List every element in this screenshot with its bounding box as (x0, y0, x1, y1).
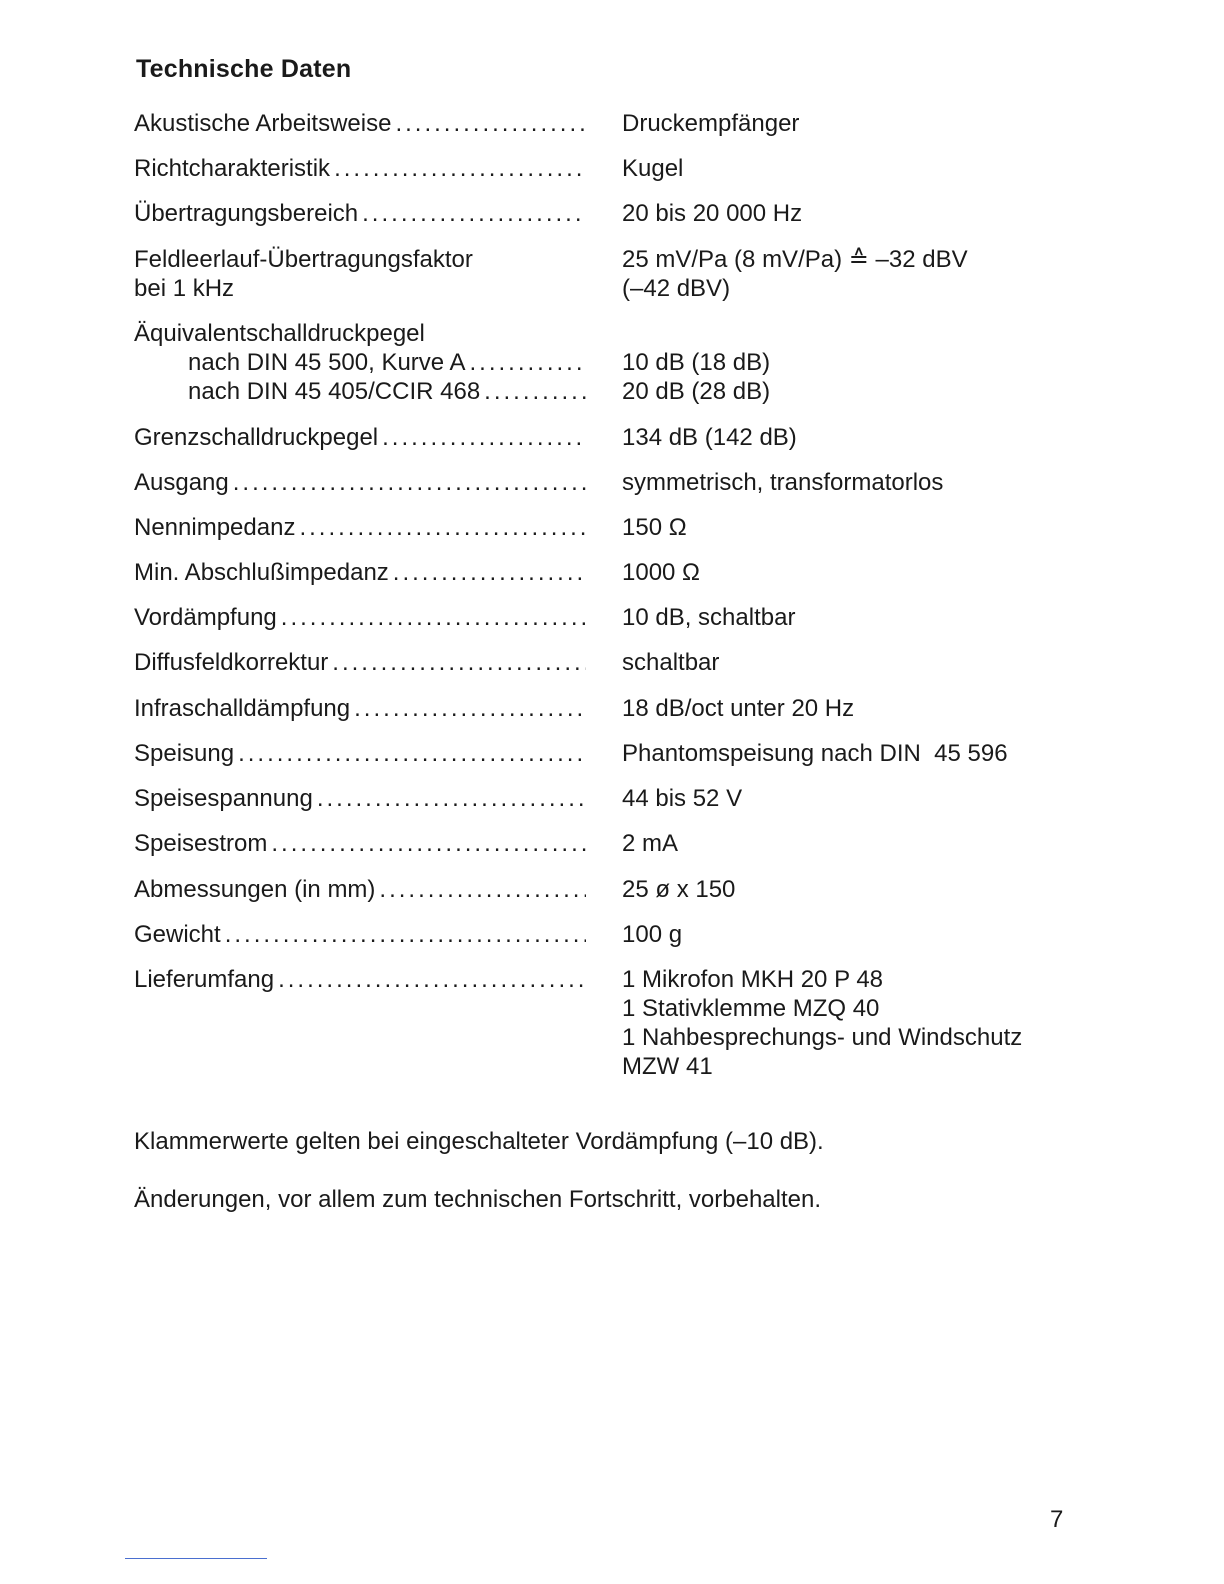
spec-label: Akustische Arbeitsweise (134, 110, 392, 137)
spec-label-line2: bei 1 kHz (134, 275, 235, 302)
spec-value-line2: (–42 dBV) (622, 275, 731, 302)
spec-value: 25 ø x 150 (622, 876, 736, 903)
spec-label: Nennimpedanz (134, 514, 296, 541)
bottom-rule (125, 1558, 267, 1559)
spec-value: symmetrisch, transformatorlos (622, 469, 944, 496)
footnote-aenderungen: Änderungen, vor allem zum technischen Fortschritt, vorbehalten. (134, 1186, 822, 1213)
spec-label: Gewicht (134, 921, 221, 948)
spec-label: Grenzschalldruckpegel (134, 424, 379, 451)
spec-value: schaltbar (622, 649, 720, 676)
spec-value: 150 Ω (622, 514, 687, 541)
spec-value-item: 1 Mikrofon MKH 20 P 48 (622, 966, 884, 993)
spec-sublabel: nach DIN 45 500, Kurve A (188, 349, 466, 376)
spec-value: 100 g (622, 921, 683, 948)
page-number: 7 (1050, 1506, 1064, 1533)
spec-value-item: 1 Stativklemme MZQ 40 (622, 995, 880, 1022)
dot-leader (332, 648, 586, 677)
dot-leader (393, 558, 586, 587)
spec-value: 44 bis 52 V (622, 785, 743, 812)
footnote-klammerwerte: Klammerwerte gelten bei eingeschalteter Vordämpfung (–10 dB). (134, 1128, 824, 1155)
page-title: Technische Daten (136, 55, 352, 83)
dot-leader (470, 348, 587, 377)
spec-label: Min. Abschlußimpedanz (134, 559, 389, 586)
dot-leader (281, 603, 586, 632)
dot-leader (271, 829, 586, 858)
spec-label: Richtcharakteristik (134, 155, 331, 182)
dot-leader (278, 965, 586, 994)
spec-label: Abmessungen (in mm) (134, 876, 376, 903)
spec-value: 25 mV/Pa (8 mV/Pa) ≙ –32 dBV (622, 246, 968, 273)
spec-value-item: 1 Nahbesprechungs- und Windschutz (622, 1024, 1023, 1051)
spec-label: Vordämpfung (134, 604, 277, 631)
spec-label: Lieferumfang (134, 966, 275, 993)
spec-label: Äquivalentschalldruckpegel (134, 320, 425, 347)
spec-value: 2 mA (622, 830, 679, 857)
dot-leader (484, 377, 586, 406)
dot-leader (225, 920, 586, 949)
dot-leader (233, 468, 586, 497)
spec-label: Infraschalldämpfung (134, 695, 351, 722)
spec-label: Übertragungsbereich (134, 200, 359, 227)
spec-value: 10 dB, schaltbar (622, 604, 796, 631)
dot-leader (395, 109, 586, 138)
dot-leader (382, 423, 586, 452)
dot-leader (317, 784, 586, 813)
dot-leader (299, 513, 586, 542)
spec-value: Druckempfänger (622, 110, 800, 137)
spec-sublabel: nach DIN 45 405/CCIR 468 (188, 378, 481, 405)
dot-leader (354, 694, 586, 723)
spec-subvalue: 20 dB (28 dB) (622, 378, 771, 405)
spec-label: Diffusfeldkorrektur (134, 649, 329, 676)
dot-leader (334, 154, 586, 183)
spec-value-item: MZW 41 (622, 1053, 713, 1080)
dot-leader (362, 199, 586, 228)
spec-value: Phantomspeisung nach DIN 45 596 (622, 740, 1008, 767)
spec-value: 20 bis 20 000 Hz (622, 200, 803, 227)
spec-subvalue: 10 dB (18 dB) (622, 349, 771, 376)
spec-label: Speisespannung (134, 785, 313, 812)
spec-value: 134 dB (142 dB) (622, 424, 797, 451)
spec-label: Speisestrom (134, 830, 268, 857)
spec-value: 1000 Ω (622, 559, 700, 586)
dot-leader (238, 739, 586, 768)
spec-label: Speisung (134, 740, 235, 767)
spec-label: Feldleerlauf-Übertragungsfaktor (134, 246, 473, 273)
dot-leader (379, 875, 586, 904)
spec-label: Ausgang (134, 469, 229, 496)
spec-value: Kugel (622, 155, 684, 182)
spec-value: 18 dB/oct unter 20 Hz (622, 695, 855, 722)
